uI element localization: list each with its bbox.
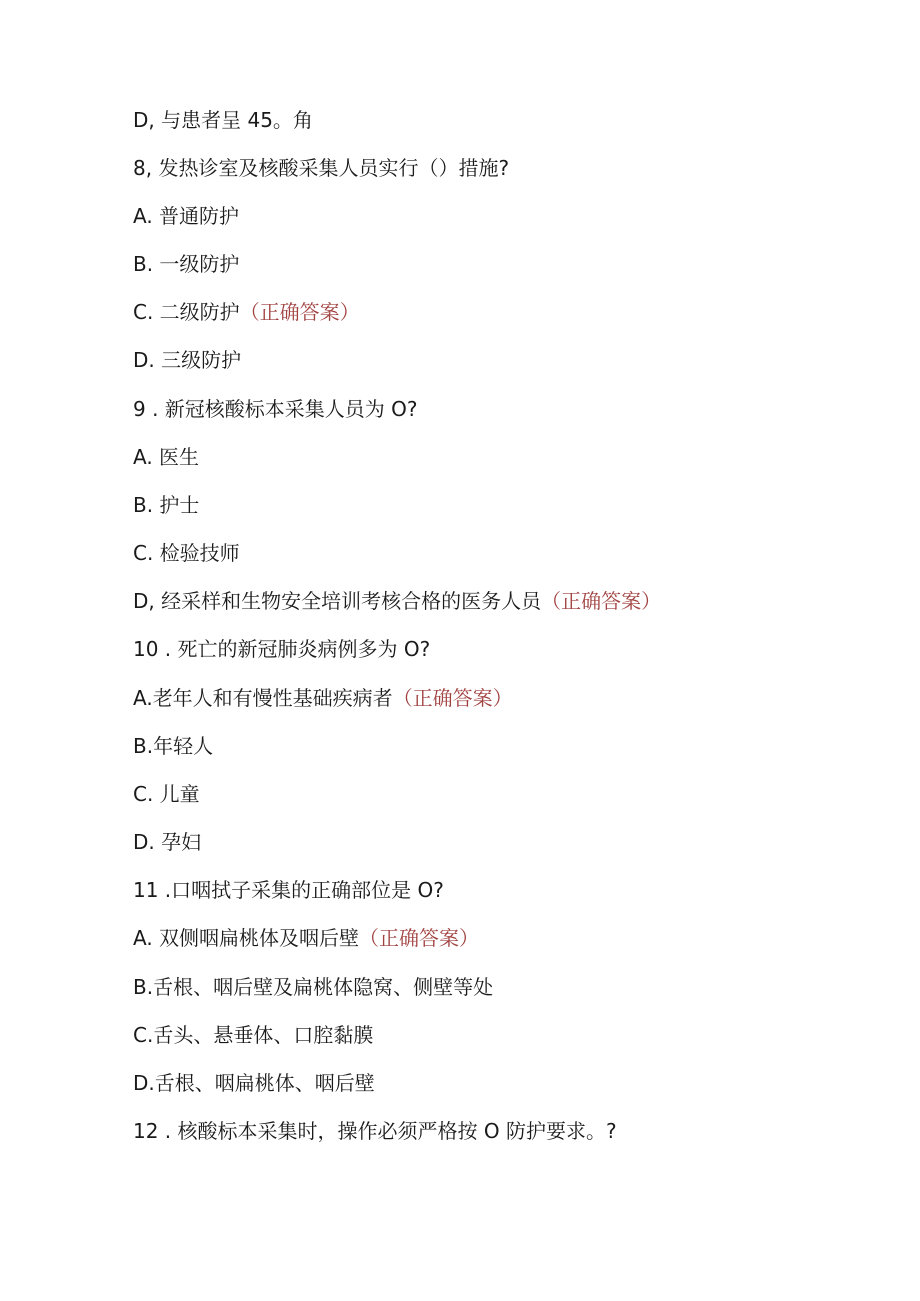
correct-answer-mark: （正确答案） [392, 686, 513, 710]
line-text: B. 一级防护 [133, 252, 240, 276]
question-line [133, 634, 430, 664]
option-line [133, 586, 661, 616]
option-line [133, 297, 360, 327]
question-line [133, 153, 509, 183]
correct-answer-mark: （正确答案） [359, 926, 480, 950]
option-line [133, 972, 493, 1002]
correct-answer-mark: （正确答案） [239, 300, 360, 324]
line-text: C.舌头、悬垂体、口腔黏膜 [133, 1023, 374, 1047]
line-text: 12 . 核酸标本采集时，操作必须严格按 O 防护要求。? [133, 1119, 617, 1143]
line-text: 10 . 死亡的新冠肺炎病例多为 O? [133, 637, 431, 661]
question-line [133, 1116, 617, 1146]
option-line [133, 249, 239, 279]
line-text: C. 检验技师 [133, 541, 240, 565]
option-line [133, 731, 213, 761]
line-text: A. 双侧咽扁桃体及咽后壁 [133, 926, 360, 950]
line-text: A. 医生 [133, 445, 200, 469]
line-text: B.舌根、咽后壁及扁桃体隐窝、侧壁等处 [133, 975, 494, 999]
option-line [133, 105, 313, 135]
option-line [133, 827, 201, 857]
option-line [133, 201, 239, 231]
line-text: D. 孕妇 [133, 830, 202, 854]
option-line [133, 683, 513, 713]
option-line [133, 538, 240, 568]
line-text: D.舌根、咽扁桃体、咽后壁 [133, 1071, 375, 1095]
line-text: 9 . 新冠核酸标本采集人员为 O? [133, 397, 418, 421]
option-line [133, 779, 200, 809]
correct-answer-mark: （正确答案） [541, 589, 662, 613]
line-text: A. 普通防护 [133, 204, 240, 228]
option-line [133, 923, 479, 953]
option-line [133, 442, 199, 472]
line-text: D, 经采样和生物安全培训考核合格的医务人员 [133, 589, 542, 613]
line-text: A.老年人和有慢性基础疾病者 [133, 686, 393, 710]
line-text: C. 儿童 [133, 782, 200, 806]
option-line [133, 345, 241, 375]
option-line [133, 1020, 373, 1050]
question-line [133, 875, 444, 905]
line-text: C. 二级防护 [133, 300, 240, 324]
line-text: B.年轻人 [133, 734, 214, 758]
option-line [133, 490, 199, 520]
line-text: D, 与患者呈 45。角 [133, 108, 313, 132]
line-text: D. 三级防护 [133, 348, 242, 372]
line-text: 8, 发热诊室及核酸采集人员实行（）措施? [133, 156, 510, 180]
option-line [133, 1068, 375, 1098]
line-text: B. 护士 [133, 493, 200, 517]
line-text: 11 .口咽拭子采集的正确部位是 O? [133, 878, 444, 902]
question-line [133, 394, 418, 424]
